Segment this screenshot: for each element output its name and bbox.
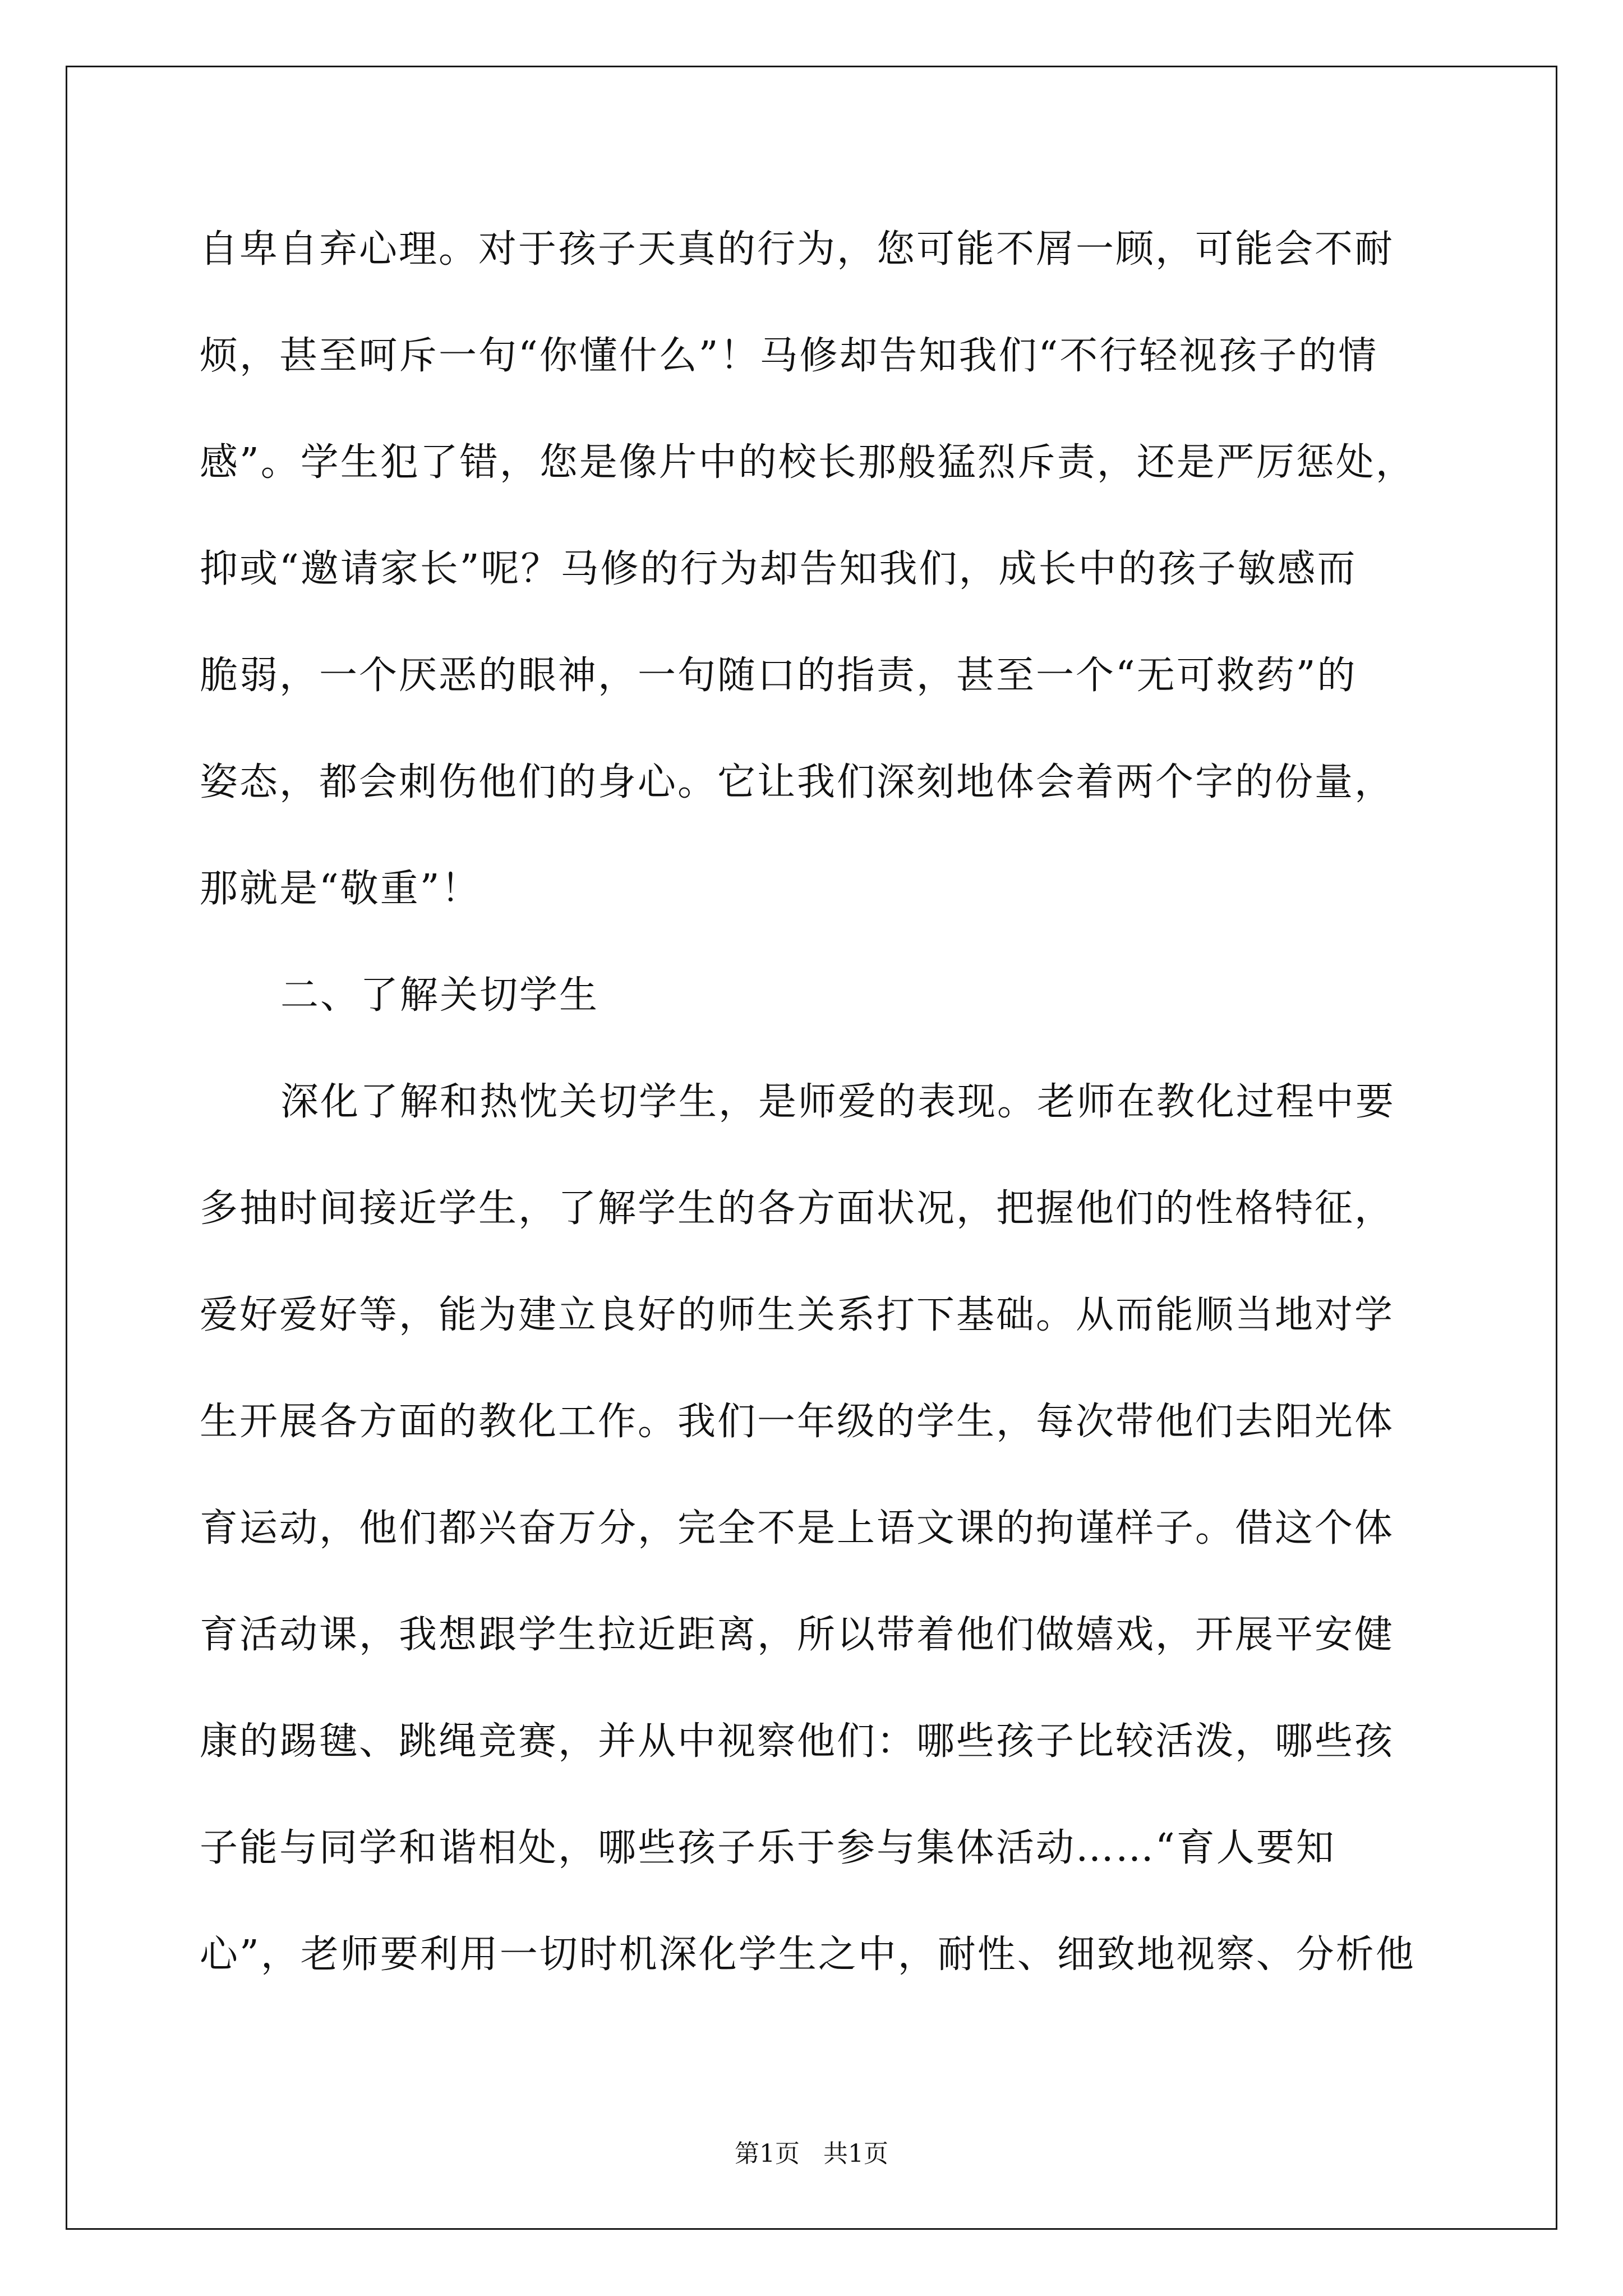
text-line: 脆弱，一个厌恶的眼神，一句随口的指责，甚至一个“无可救药”的 bbox=[200, 654, 1357, 698]
text-line: 爱好爱好等，能为建立良好的师生关系打下基础。从而能顺当地对学 bbox=[200, 1293, 1395, 1337]
text-line: 深化了解和热忱关切学生，是师爱的表现。老师在教化过程中要 bbox=[280, 1080, 1396, 1124]
page-number-footer: 第1页 共1页 bbox=[735, 2139, 888, 2168]
text-line: 子能与同学和谐相处，哪些孩子乐于参与集体活动……“育人要知 bbox=[200, 1826, 1336, 1870]
text-line: 生开展各方面的教化工作。我们一年级的学生，每次带他们去阳光体 bbox=[200, 1400, 1395, 1444]
text-line: 感”。学生犯了错，您是像片中的校长那般猛烈斥责，还是严厉惩处， bbox=[200, 440, 1415, 485]
text-line: 育活动课，我想跟学生拉近距离，所以带着他们做嬉戏，开展平安健 bbox=[200, 1613, 1395, 1657]
text-line: 抑或“邀请家长”呢？马修的行为却告知我们，成长中的孩子敏感而 bbox=[200, 547, 1357, 591]
text-line: 烦，甚至呵斥一句“你懂什么”！马修却告知我们“不行轻视孩子的情 bbox=[200, 334, 1378, 378]
text-line: 那就是“敬重”！ bbox=[200, 867, 481, 911]
text-line: 多抽时间接近学生，了解学生的各方面状况，把握他们的性格特征， bbox=[200, 1186, 1395, 1231]
page-border bbox=[66, 66, 1557, 2230]
section-heading: 二、了解关切学生 bbox=[280, 973, 600, 1018]
text-line: 康的踢毽、跳绳竞赛，并从中视察他们：哪些孩子比较活泼，哪些孩 bbox=[200, 1719, 1395, 1764]
text-line: 心”，老师要利用一切时机深化学生之中，耐性、细致地视察、分析他 bbox=[200, 1932, 1415, 1977]
text-line: 育运动，他们都兴奋万分，完全不是上语文课的拘谨样子。借这个体 bbox=[200, 1506, 1395, 1550]
text-line: 姿态，都会刺伤他们的身心。它让我们深刻地体会着两个字的份量， bbox=[200, 760, 1395, 804]
text-line: 自卑自弃心理。对于孩子天真的行为，您可能不屑一顾，可能会不耐 bbox=[200, 227, 1395, 272]
